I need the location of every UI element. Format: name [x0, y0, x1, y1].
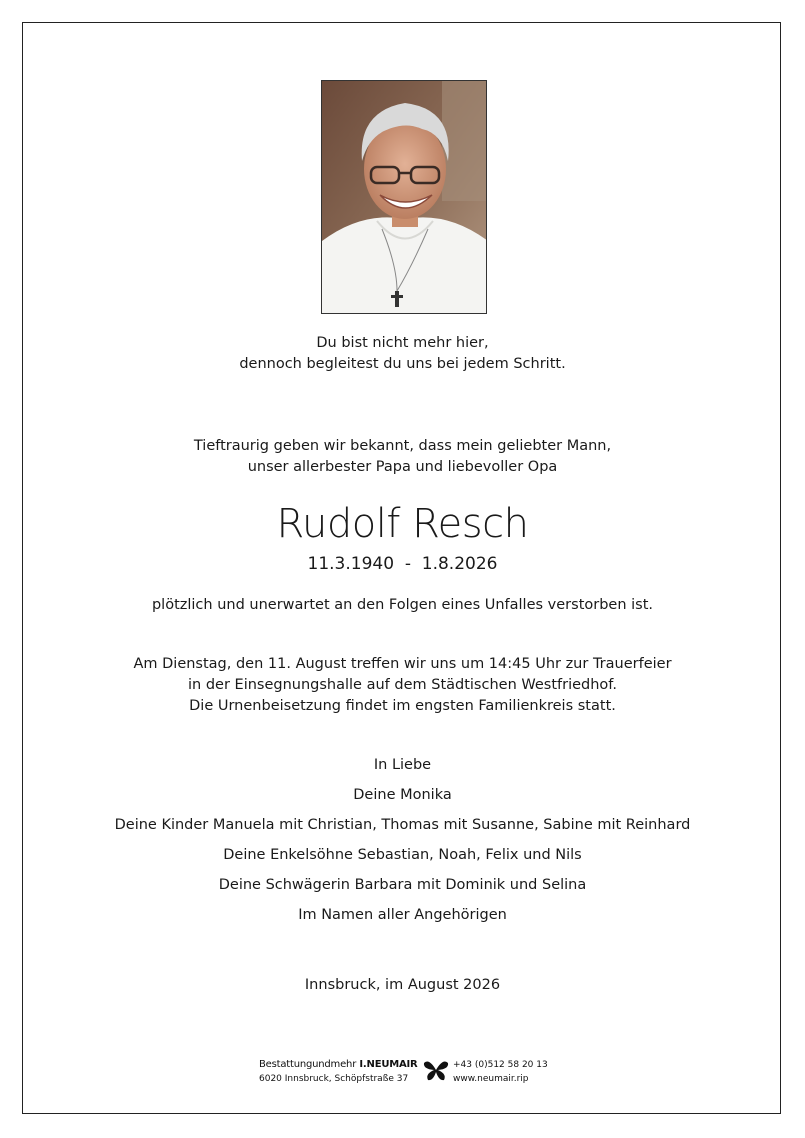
mourner-line: Deine Monika	[353, 787, 452, 803]
verse-line: Du bist nicht mehr hier,	[316, 335, 489, 351]
ceremony-line: in der Einsegnungshalle auf dem Städtischen Westfriedhof.	[188, 677, 617, 693]
ceremony-line: Die Urnenbeisetzung findet im engsten Familienkreis statt.	[189, 698, 616, 714]
verse-line: dennoch begleitest du uns bei jedem Schritt.	[239, 356, 566, 372]
life-dates: 11.3.1940 - 1.8.2026	[307, 554, 498, 574]
brand-main: Bestattungundmehr	[259, 1059, 357, 1070]
funeral-home-brand	[259, 1058, 418, 1072]
funeral-home-info	[259, 1058, 418, 1086]
brand-name: I.NEUMAIR	[359, 1059, 418, 1070]
announcement-line: unser allerbester Papa und liebevoller Opa	[247, 459, 558, 475]
portrait-photo	[321, 80, 487, 314]
mourner-line: Im Namen aller Angehörigen	[298, 907, 507, 923]
funeral-home-website: www.neumair.rip	[453, 1074, 529, 1084]
mourner-line: Deine Schwägerin Barbara mit Dominik und Selina	[218, 877, 587, 893]
funeral-home-phone: +43 (0)512 58 20 13	[453, 1060, 548, 1070]
announcement-line: Tieftraurig geben wir bekannt, dass mein geliebter Mann,	[193, 438, 612, 454]
ceremony-line: Am Dienstag, den 11. August treffen wir uns um 14:45 Uhr zur Trauerfeier	[133, 656, 672, 672]
funeral-home-address: 6020 Innsbruck, Schöpfstraße 37	[259, 1074, 409, 1084]
mourner-line: In Liebe	[373, 757, 432, 773]
mourner-line: Deine Kinder Manuela mit Christian, Thomas mit Susanne, Sabine mit Reinhard	[114, 817, 691, 833]
deceased-name: Rudolf Resch	[276, 501, 529, 547]
funeral-home-contact	[453, 1058, 548, 1086]
mourner-line: Deine Enkelsöhne Sebastian, Noah, Felix und Nils	[223, 847, 582, 863]
place-date: Innsbruck, im August 2026	[304, 977, 501, 993]
butterfly-logo-icon	[423, 1058, 449, 1082]
death-note: plötzlich und unerwartet an den Folgen eines Unfalles verstorben ist.	[151, 597, 654, 613]
